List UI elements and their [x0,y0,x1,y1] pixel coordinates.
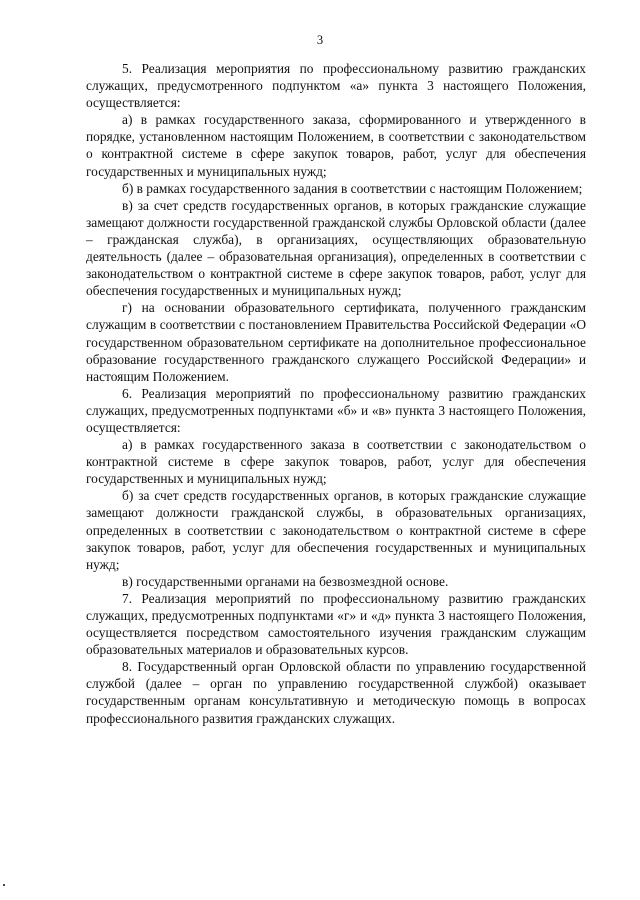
document-body [86,60,586,727]
paragraph-6b: б) за счет средств государственных органов, в которых гражданские служащие замещают должности гражданской службы, в образовательных организациях, определенных в соответствии с законодательством о контрактной системе в сфере закупок товаров, работ, услуг для обеспечения государственных и муниципальных нужд; [86,488,586,572]
paragraph-5g: г) на основании образовательного сертификата, полученного гражданским служащим в соответствии с постановлением Правительства Российской Федерации «О государственном образовательном сертификате на дополнительное профессиональное образование государственного гражданского служащего Российской Федерации» и настоящим Положением. [86,300,586,384]
paragraph-7: 7. Реализация мероприятий по профессиональному развитию гражданских служащих, предусмотренных подпунктами «г» и «д» пункта 3 настоящего Положения, осуществляется посредством самостоятельного изучения гражданским служащим образовательных материалов и образовательных курсов. [86,590,586,658]
paragraph-6v: в) государственными органами на безвозмездной основе. [122,573,449,589]
paragraph-5-intro: 5. Реализация мероприятия по профессиональному развитию гражданских служащих, предусмотренного подпунктом «а» пункта 3 настоящего Положения, осуществляется: [86,61,586,111]
paragraph-5b: б) в рамках государственного задания в соответствии с настоящим Положением; [122,180,583,196]
paragraph-5a: а) в рамках государственного заказа, сформированного и утвержденного в порядке, установленном настоящим Положением, в соответствии с законодательством о контрактной системе в сфере закупок товаров, работ, услуг для обеспечения государственных и муниципальных нужд; [86,112,586,179]
paragraph-6a: а) в рамках государственного заказа в соответствии с законодательством о контрактной системе в сфере закупок товаров, работ, услуг для обеспечения государственных и муниципальных нужд; [86,437,586,487]
paragraph-5v: в) за счет средств государственных органов, в которых гражданские служащие замещают должности государственной гражданской службы Орловской области (далее – гражданская служба), в организациях, осуществляющих образовательную деятельность (далее – образовательная организация), определенных в соответствии с законодательством о контрактной системе в сфере закупок товаров, работ, услуг для обеспечения государственных и муниципальных нужд; [86,197,586,299]
paragraph-6-intro: 6. Реализация мероприятий по профессиональному развитию гражданских служащих, предусмотренных подпунктами «б» и «в» пункта 3 настоящего Положения, осуществляется: [86,385,586,435]
scan-artifact-dot [3,884,5,886]
paragraph-8: 8. Государственный орган Орловской области по управлению государственной службой (далее – орган по управлению государственной службой) оказывает государственным органам консультативную и методическую помощь в вопросах профессионального развития гражданских служащих. [86,659,586,726]
page-number: 3 [316,33,324,47]
